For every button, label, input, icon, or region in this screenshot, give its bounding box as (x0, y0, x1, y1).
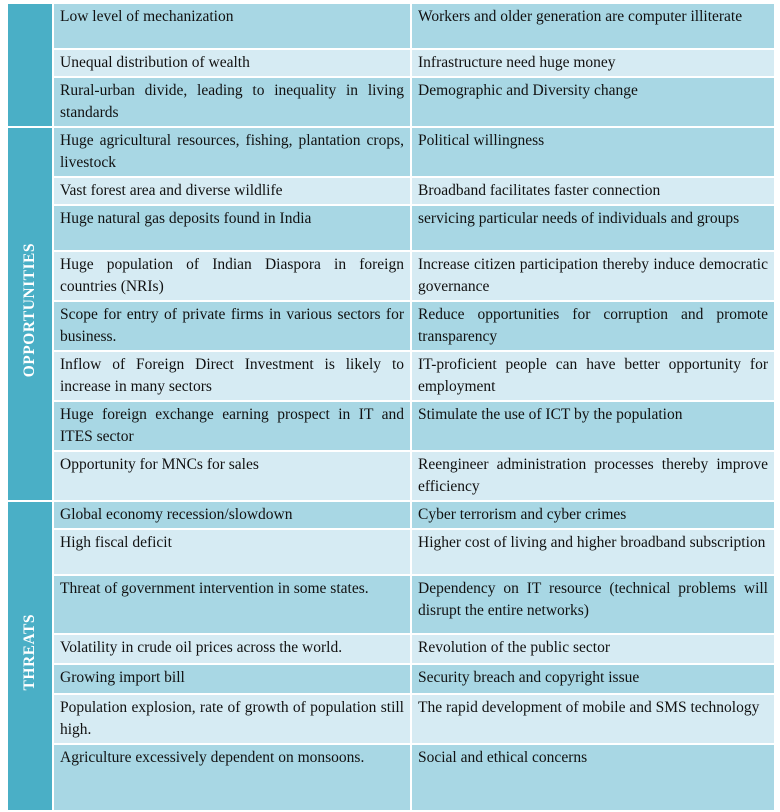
section-label-text: THREATS (21, 614, 38, 691)
factor-cell: Agriculture excessively dependent on monsoons. (53, 744, 411, 811)
factor-cell: Rural-urban divide, leading to inequality in living standards (53, 77, 411, 127)
factor-cell: Vast forest area and diverse wildlife (53, 177, 411, 205)
table-row (7, 694, 775, 744)
factor-cell: High fiscal deficit (53, 529, 411, 575)
factor-cell: Huge population of Indian Diaspora in foreign countries (NRIs) (53, 251, 411, 301)
ict-factor-cell: Reengineer administration processes thereby improve efficiency (411, 451, 775, 501)
ict-factor-cell: Stimulate the use of ICT by the population (411, 401, 775, 451)
factor-cell: Threat of government intervention in some states. (53, 575, 411, 634)
ict-factor-cell: Increase citizen participation thereby induce democratic governance (411, 251, 775, 301)
ict-factor-cell: Higher cost of living and higher broadband subscription (411, 529, 775, 575)
factor-cell: Population explosion, rate of growth of population still high. (53, 694, 411, 744)
table-row (7, 451, 775, 501)
section-label-0 (7, 3, 53, 127)
factor-cell: Unequal distribution of wealth (53, 49, 411, 77)
swot-table (6, 2, 776, 812)
factor-cell: Global economy recession/slowdown (53, 501, 411, 529)
ict-factor-cell: The rapid development of mobile and SMS technology (411, 694, 775, 744)
factor-cell: Opportunity for MNCs for sales (53, 451, 411, 501)
table-row (7, 49, 775, 77)
ict-factor-cell: Infrastructure need huge money (411, 49, 775, 77)
section-label-2 (7, 501, 53, 811)
ict-factor-cell: Demographic and Diversity change (411, 77, 775, 127)
factor-cell: Huge agricultural resources, fishing, plantation crops, livestock (53, 127, 411, 177)
table-row (7, 351, 775, 401)
ict-factor-cell: Workers and older generation are computer illiterate (411, 3, 775, 49)
table-row (7, 529, 775, 575)
table-row (7, 744, 775, 811)
ict-factor-cell: Security breach and copyright issue (411, 664, 775, 694)
ict-factor-cell: Social and ethical concerns (411, 744, 775, 811)
table-row (7, 77, 775, 127)
ict-factor-cell: Revolution of the public sector (411, 634, 775, 664)
table-row (7, 634, 775, 664)
swot-table-body (7, 3, 775, 811)
table-row (7, 127, 775, 177)
table-row (7, 251, 775, 301)
table-row (7, 401, 775, 451)
factor-cell: Huge foreign exchange earning prospect in IT and ITES sector (53, 401, 411, 451)
table-row (7, 664, 775, 694)
table-row (7, 205, 775, 251)
table-row (7, 501, 775, 529)
factor-cell: Scope for entry of private firms in various sectors for business. (53, 301, 411, 351)
ict-factor-cell: Reduce opportunities for corruption and promote transparency (411, 301, 775, 351)
ict-factor-cell: Dependency on IT resource (technical problems will disrupt the entire networks) (411, 575, 775, 634)
section-label-1 (7, 127, 53, 501)
factor-cell: Huge natural gas deposits found in India (53, 205, 411, 251)
ict-factor-cell: IT-proficient people can have better opportunity for employment (411, 351, 775, 401)
ict-factor-cell: Cyber terrorism and cyber crimes (411, 501, 775, 529)
ict-factor-cell: Political willingness (411, 127, 775, 177)
factor-cell: Inflow of Foreign Direct Investment is likely to increase in many sectors (53, 351, 411, 401)
table-row (7, 177, 775, 205)
table-row (7, 301, 775, 351)
factor-cell: Low level of mechanization (53, 3, 411, 49)
ict-factor-cell: Broadband facilitates faster connection (411, 177, 775, 205)
ict-factor-cell: servicing particular needs of individuals and groups (411, 205, 775, 251)
factor-cell: Growing import bill (53, 664, 411, 694)
section-label-text: OPPORTUNITIES (21, 243, 38, 378)
table-row (7, 3, 775, 49)
factor-cell: Volatility in crude oil prices across the world. (53, 634, 411, 664)
table-row (7, 575, 775, 634)
